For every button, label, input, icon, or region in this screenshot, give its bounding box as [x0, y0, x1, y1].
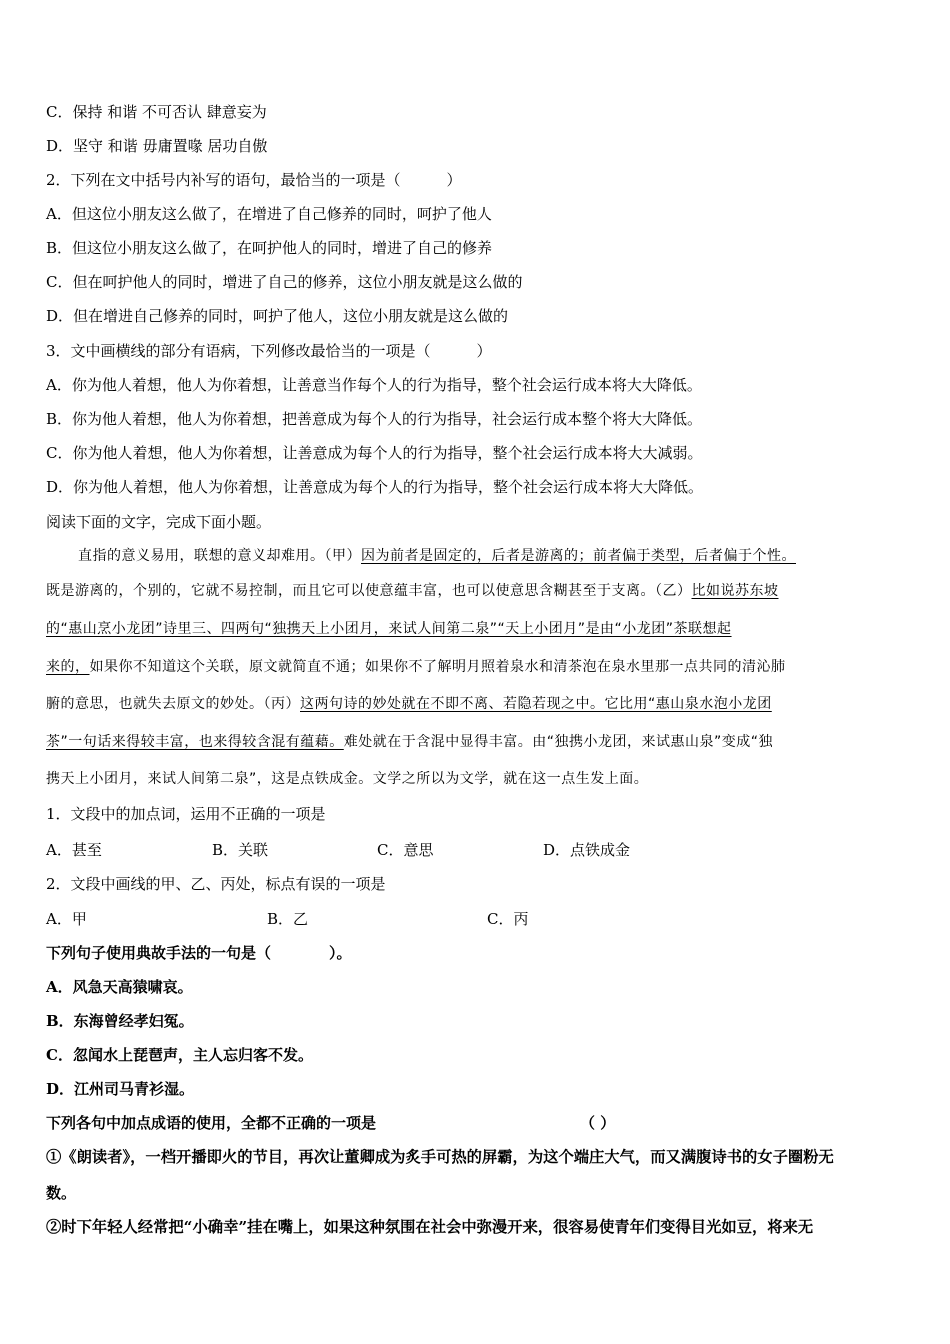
sq1-option-d: D．点铁成金: [543, 841, 631, 859]
q2-option-c: C．但在呵护他人的同时，增进了自己的修养，这位小朋友就是这么做的: [46, 273, 523, 291]
sq1-option-b: B．关联: [212, 841, 269, 859]
passage-line-5: 腑的意思，也就失去原文的妙处。（丙）这两句诗的妙处就在不即不离、若隐若现之中。它比用“惠山泉水泡小龙团: [46, 696, 772, 712]
q4-stem: 下列句子使用典故手法的一句是（ ）。: [46, 944, 352, 962]
q3-option-c: C．你为他人着想，他人为你着想，让善意成为每个人的行为指导，整个社会运行成本将大大减弱。: [46, 444, 703, 462]
q4-option-d: D．江州司马青衫湿。: [46, 1080, 195, 1098]
q4-option-c: C．忽闻水上琵琶声，主人忘归客不发。: [46, 1046, 313, 1064]
q3-option-a: A．你为他人着想，他人为你着想，让善意当作每个人的行为指导，整个社会运行成本将大大降低。: [46, 376, 702, 394]
passage-line-3: 的“惠山烹小龙团”诗里三、四两句“独携天上小团月，来试人间第二泉”“天上小团月”是由“小龙团”茶联想起: [46, 621, 732, 637]
passage-line-6: 茶”一句话来得较丰富，也来得较含混有蕴藉。难处就在于含混中显得丰富。由“独携小龙团，来试惠山泉”变成“独: [46, 734, 774, 750]
q5-item-2: ②时下年轻人经常把“小确幸”挂在嘴上，如果这种氛围在社会中弥漫开来，很容易使青年们变得目光如豆，将来无: [46, 1218, 814, 1236]
sq2-option-c: C．丙: [487, 910, 529, 928]
q2-option-d: D．但在增进自己修养的同时，呵护了他人，这位小朋友就是这么做的: [46, 307, 509, 325]
sq1-stem: 1．文段中的加点词，运用不正确的一项是: [46, 805, 326, 823]
q5-item-1: ①《朗读者》，一档开播即火的节目，再次让董卿成为炙手可热的屏霸，为这个端庄大气，而又满腹诗书的女子圈粉无: [46, 1148, 834, 1166]
q2-stem: 2．下列在文中括号内补写的语句，最恰当的一项是（ ）: [46, 171, 462, 189]
q5-stem: 下列各句中加点成语的使用，全都不正确的一项是: [46, 1114, 377, 1132]
q2-option-b: B．但这位小朋友这么做了，在呵护他人的同时，增进了自己的修养: [46, 239, 493, 257]
sq1-option-a: A．甚至: [46, 841, 102, 859]
q1-option-c: C．保持 和谐 不可否认 肆意妄为: [46, 103, 267, 121]
sq1-option-c: C．意思: [377, 841, 434, 859]
q4-option-a: A．风急天高猿啸哀。: [46, 978, 193, 996]
q1-option-d: D．坚守 和谐 毋庸置喙 居功自傲: [46, 137, 268, 155]
q5-answer-paren: （ ）: [580, 1114, 616, 1132]
passage-line-1: 直指的意义易用，联想的意义却难用。（甲）因为前者是固定的，后者是游离的；前者偏于类型，后者偏于个性。: [78, 548, 796, 564]
passage-line-7: 携天上小团月，来试人间第二泉”，这是点铁成金。文学之所以为文学，就在这一点生发上面。: [46, 771, 649, 787]
q3-option-b: B．你为他人着想，他人为你着想，把善意成为每个人的行为指导，社会运行成本整个将大大降低。: [46, 410, 703, 428]
passage-line-2: 既是游离的，个别的，它就不易控制，而且它可以使意蕴丰富，也可以使意思含糊甚至于支离。（乙）比如说苏东坡: [46, 583, 779, 599]
q4-option-b: B．东海曾经孝妇冤。: [46, 1012, 194, 1030]
reading-intro: 阅读下面的文字，完成下面小题。: [46, 513, 272, 531]
passage-line-4: 来的，如果你不知道这个关联，原文就简直不通；如果你不了解明月照着泉水和清茶泡在泉水里那一点共同的清沁肺: [46, 659, 786, 675]
q2-option-a: A．但这位小朋友这么做了，在增进了自己修养的同时，呵护了他人: [46, 205, 492, 223]
q3-option-d: D．你为他人着想，他人为你着想，让善意成为每个人的行为指导，整个社会运行成本将大大降低。: [46, 478, 704, 496]
q3-stem: 3．文中画横线的部分有语病，下列修改最恰当的一项是（ ）: [46, 342, 492, 360]
sq2-option-b: B．乙: [267, 910, 309, 928]
sq2-stem: 2．文段中画线的甲、乙、丙处，标点有误的一项是: [46, 875, 386, 893]
sq2-option-a: A．甲: [46, 910, 87, 928]
q5-item-1-cont: 数。: [46, 1184, 77, 1202]
